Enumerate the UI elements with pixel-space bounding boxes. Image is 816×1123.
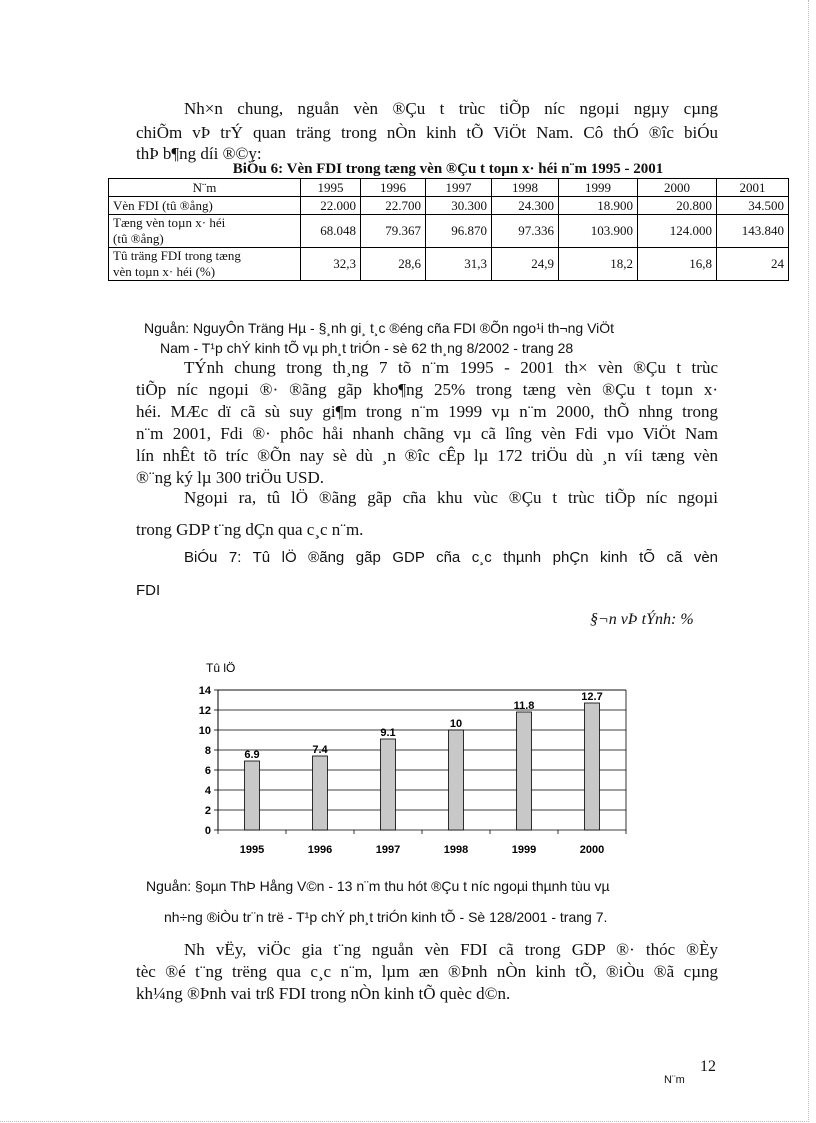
- table-row: [109, 215, 789, 248]
- table-row: [109, 248, 789, 281]
- chart-caption-line-2: FDI: [136, 582, 161, 599]
- table-cell: 30.300: [426, 197, 492, 215]
- table-cell: 31,3: [426, 248, 492, 281]
- table-cell: 34.500: [717, 197, 789, 215]
- row-label-line: (tû ®ång): [113, 231, 164, 246]
- row-label-line: vèn toµn x· héi (%): [113, 264, 216, 279]
- p4-line-1: Nh vËy, viÖc gia t¨ng nguån vèn FDI cã trong GDP ®· thóc ®Èy: [184, 940, 718, 959]
- bar-chart: [0, 650, 816, 880]
- bar-1996: [313, 756, 328, 830]
- table-cell: 24: [717, 248, 789, 281]
- table-cell: 18,2: [559, 248, 638, 281]
- page-number: 12: [700, 1058, 716, 1075]
- bar-2000: [585, 703, 600, 830]
- p3-line-1: Ngoµi ra, tû lÖ ®ãng gãp cña khu vùc ®Çu t trùc tiÕp níc ngoµi: [184, 488, 718, 507]
- y-axis-label: Tû lÖ: [206, 661, 236, 675]
- x-tick-label: 1996: [307, 844, 333, 856]
- p2-line-6: ®¨ng ký lµ 300 triÖu USD.: [136, 468, 324, 487]
- data-label: 6.9: [244, 749, 260, 761]
- table-cell: 124.000: [638, 215, 717, 248]
- data-label: 9.1: [380, 727, 396, 739]
- source-1-line-1: Nguån: NguyÔn Träng Hµ - §¸nh gi¸ t¸c ®éng cña FDI ®Õn ngo¹i th¬ng ViÖt: [144, 320, 615, 336]
- source-2-line-2: nh÷ng ®iÒu tr¨n trë - T¹p chÝ ph¸t triÓn kinh tÕ - Sè 128/2001 - trang 7.: [164, 909, 608, 925]
- row-label-line: Tû träng FDI trong tæng: [113, 248, 241, 263]
- p4-line-2: tèc ®é t¨ng trëng qua c¸c n¨m, lµm æn ®Þnh nÒn kinh tÕ, ®iÒu ®ã cµng: [136, 962, 718, 981]
- header-cell: 1996: [361, 179, 426, 197]
- bar-1995: [245, 761, 260, 830]
- table-cell: 96.870: [426, 215, 492, 248]
- p3-line-2: trong GDP t¨ng dÇn qua c¸c n¨m.: [136, 520, 364, 539]
- table-caption: BiÓu 6: Vèn FDI trong tæng vèn ®Çu t toµn x· héi n¨m 1995 - 2001: [232, 161, 664, 177]
- table-cell: 18.900: [559, 197, 638, 215]
- table-cell: 97.336: [492, 215, 559, 248]
- row-label-line: Tæng vèn toµn x· héi: [113, 215, 226, 230]
- p1-line-1: Nh×n chung, nguån vèn ®Çu t trùc tiÕp níc ngoµi ngµy cµng: [184, 99, 718, 118]
- p1-line-3: thÞ b¶ng díi ®©y:: [136, 144, 262, 163]
- p1-line-2: chiÕm vÞ trÝ quan träng trong nÒn kinh tÕ ViÖt Nam. Cô thÓ ®îc biÓu: [136, 123, 718, 142]
- y-tick-label: 0: [204, 825, 211, 837]
- x-tick-label: 1999: [511, 844, 537, 856]
- y-tick-label: 12: [198, 705, 211, 717]
- x-tick-labels: [218, 830, 626, 856]
- table-cell: 20.800: [638, 197, 717, 215]
- bar-1997: [381, 739, 396, 830]
- header-cell: 2001: [717, 179, 789, 197]
- x-tick-label: 1997: [375, 844, 401, 856]
- header-cell: 2000: [638, 179, 717, 197]
- paragraph-1: [136, 97, 718, 121]
- table-cell: 103.900: [559, 215, 638, 248]
- y-tick-label: 4: [204, 785, 211, 797]
- x-tick-label: 1995: [239, 844, 265, 856]
- fdi-table: [108, 178, 789, 281]
- table-cell: 143.840: [717, 215, 789, 248]
- p2-line-5: lín nhÊt tõ tríc ®Õn nay sè dù ¸n ®îc cÊp lµ 172 triÖu dù ¸n víi tæng vèn: [136, 446, 718, 465]
- table-row: [109, 197, 789, 215]
- y-tick-label: 10: [198, 725, 211, 737]
- y-tick-label: 8: [204, 745, 211, 757]
- p2-line-1: TÝnh chung trong th¸ng 7 tõ n¨m 1995 - 2001 th× vèn ®Çu t trùc: [184, 358, 718, 377]
- table-cell: 28,6: [361, 248, 426, 281]
- header-cell: 1998: [492, 179, 559, 197]
- y-tick-labels: [199, 685, 212, 837]
- source-1-line-2: Nam - T¹p chÝ kinh tÕ vµ ph¸t triÓn - sè 62 th¸ng 8/2002 - trang 28: [160, 340, 574, 356]
- row-label: Vèn FDI (tû ®ång): [109, 197, 301, 215]
- table-cell: 22.000: [301, 197, 361, 215]
- x-tick-label: 2000: [579, 844, 605, 856]
- table-cell: 79.367: [361, 215, 426, 248]
- bar-1999: [517, 712, 532, 830]
- bars: [245, 703, 600, 830]
- table-header-row: [109, 179, 789, 197]
- y-tick-label: 14: [198, 685, 211, 697]
- y-tick-label: 6: [204, 765, 211, 777]
- table-cell: 24.300: [492, 197, 559, 215]
- footer-note: N¨m: [664, 1074, 685, 1086]
- header-cell: 1995: [301, 179, 361, 197]
- data-label: 10: [449, 718, 463, 730]
- data-label: 7.4: [312, 744, 328, 756]
- x-tick-label: 1998: [443, 844, 469, 856]
- header-cell: 1999: [559, 179, 638, 197]
- unit-label: §¬n vÞ tÝnh: %: [590, 611, 694, 628]
- table-cell: 22.700: [361, 197, 426, 215]
- table-cell: 24,9: [492, 248, 559, 281]
- row-label: [109, 248, 301, 281]
- bar-1998: [449, 730, 464, 830]
- row-label: [109, 215, 301, 248]
- table-cell: 16,8: [638, 248, 717, 281]
- p2-line-2: tiÕp níc ngoµi ®· ®ãng gãp kho¶ng 25% trong tæng vèn ®Çu t toµn x·: [136, 380, 718, 399]
- header-cell: 1997: [426, 179, 492, 197]
- p4-line-3: kh¼ng ®Þnh vai trß FDI trong nÒn kinh tÕ quèc d©n.: [136, 984, 511, 1003]
- table-cell: 68.048: [301, 215, 361, 248]
- source-2-line-1: Nguån: §oµn ThÞ Hång V©n - 13 n¨m thu hót ®Çu t níc ngoµi thµnh tùu vµ: [146, 878, 610, 894]
- header-cell: N¨m: [109, 179, 301, 197]
- data-labels: [244, 691, 602, 761]
- p2-line-4: n¨m 2001, Fdi ®· phôc håi nhanh chãng vµ cã lîng vèn Fdi vµo ViÖt Nam: [136, 424, 718, 443]
- data-label: 11.8: [513, 700, 535, 712]
- gridlines: [214, 690, 626, 830]
- p2-line-3: héi. MÆc dï cã sù suy gi¶m trong n¨m 1999 vµ n¨m 2000, thÕ nhng trong: [136, 402, 718, 421]
- chart-caption-line-1: BiÓu 7: Tû lÖ ®ãng gãp GDP cña c¸c thµnh phÇn kinh tÕ cã vèn: [184, 549, 718, 566]
- y-tick-label: 2: [204, 805, 211, 817]
- data-label: 12.7: [581, 691, 603, 703]
- table-cell: 32,3: [301, 248, 361, 281]
